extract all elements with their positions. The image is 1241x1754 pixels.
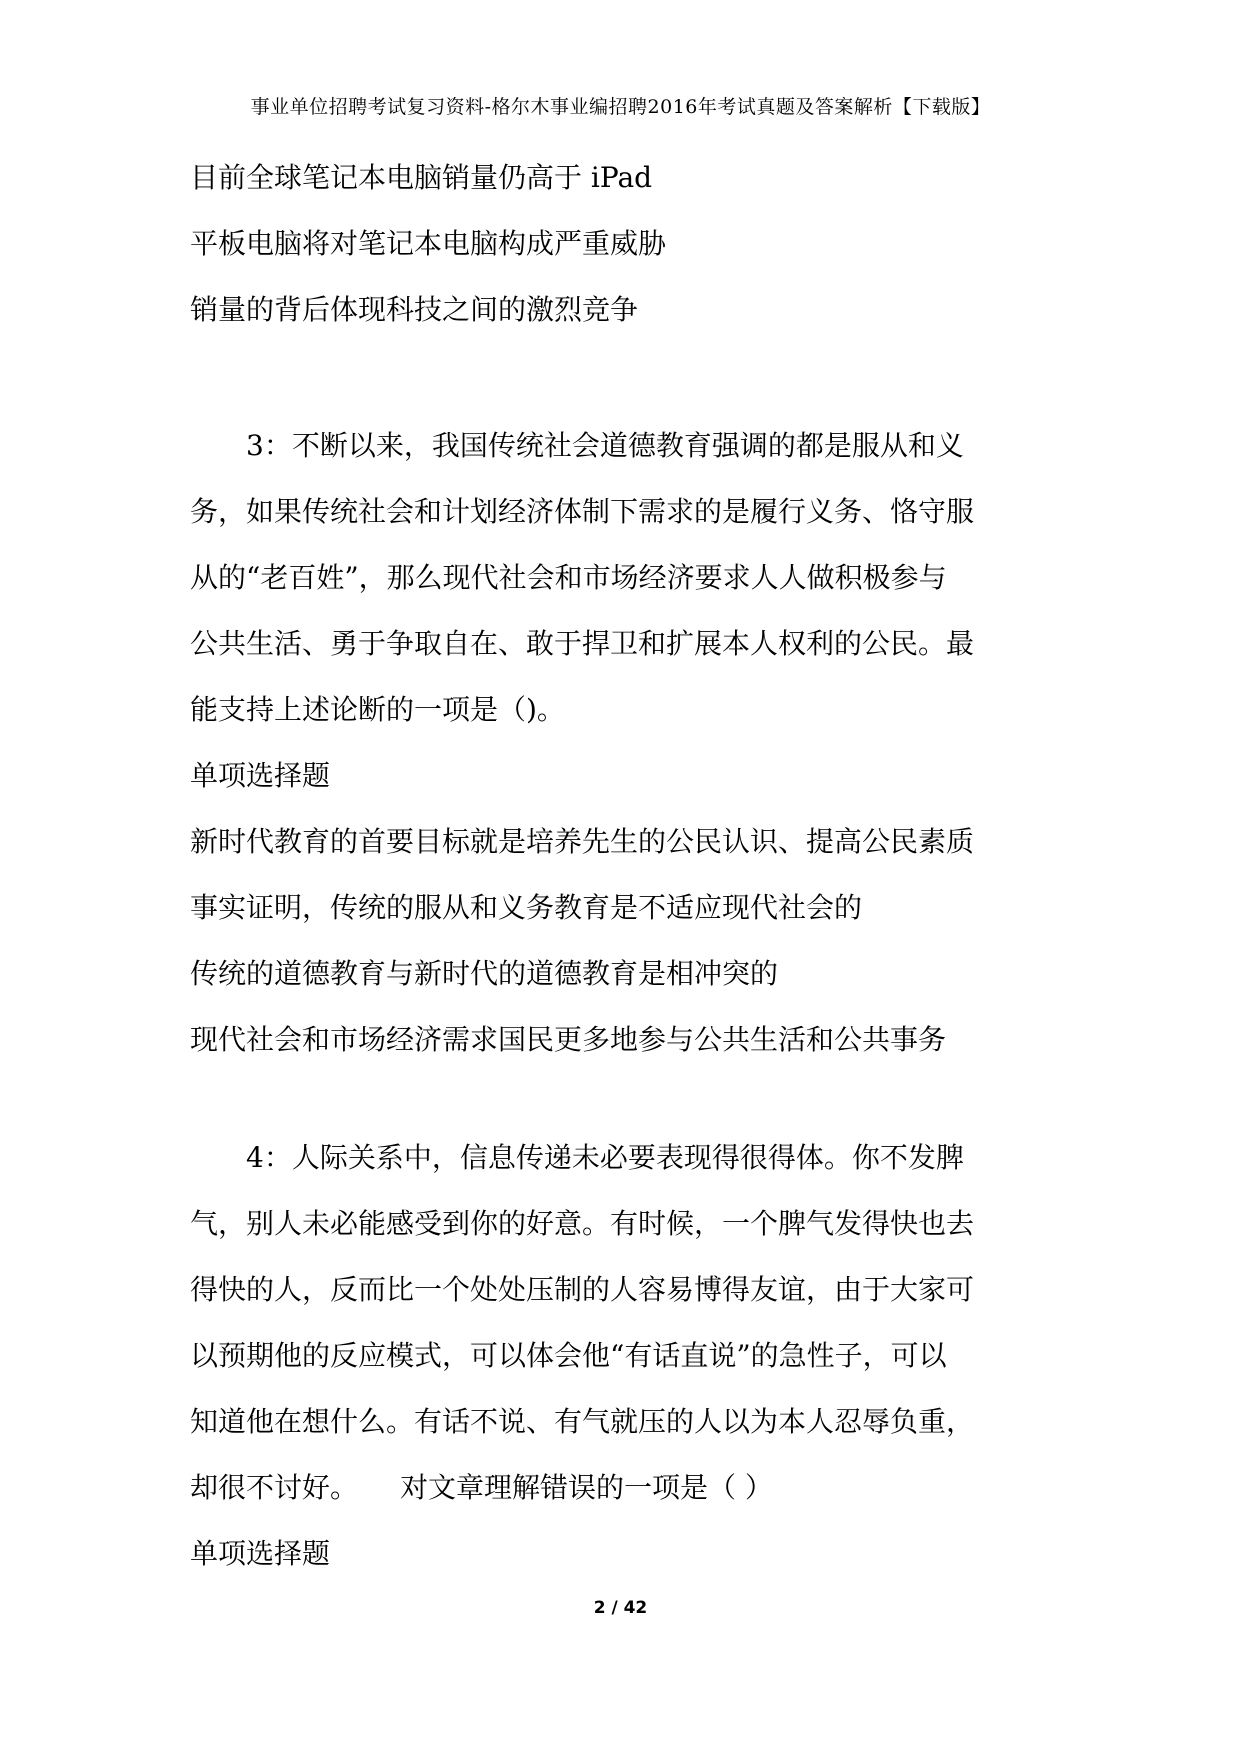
question-text-line: 从的“老百姓”，那么现代社会和市场经济要求人人做积极参与 (190, 561, 947, 594)
question-text-line: 知道他在想什么。有话不说、有气就压的人以为本人忍辱负重， (190, 1405, 975, 1438)
option-line: 事实证明，传统的服从和义务教育是不适应现代社会的 (190, 891, 863, 924)
question-type-label: 单项选择题 (190, 759, 331, 792)
question-text-line: 以预期他的反应模式，可以体会他“有话直说”的急性子，可以 (190, 1339, 947, 1372)
question-text-line: 得快的人，反而比一个处处压制的人容易博得友谊，由于大家可 (190, 1273, 975, 1306)
document-header: 事业单位招聘考试复习资料-格尔木事业编招聘2016年考试真题及答案解析【下载版】 (250, 96, 991, 118)
question-text-line: 3：不断以来，我国传统社会道德教育强调的都是服从和义 (246, 429, 964, 462)
option-line: 销量的背后体现科技之间的激烈竞争 (190, 293, 639, 326)
question-3 (190, 424, 1070, 1054)
previous-question-options (190, 160, 1070, 328)
question-text-line: 气，别人未必能感受到你的好意。有时候，一个脾气发得快也去 (190, 1207, 975, 1240)
question-4 (190, 1136, 1070, 1568)
question-text-line: 能支持上述论断的一项是（)。 (190, 693, 565, 726)
question-text-line: 公共生活、勇于争取自在、敢于捍卫和扩展本人权利的公民。最 (190, 627, 975, 660)
option-line: 平板电脑将对笔记本电脑构成严重威胁 (190, 227, 667, 260)
page-content (190, 160, 1070, 1598)
page-number: 2 / 42 (593, 1598, 648, 1618)
question-text-line: 却很不讨好。 对文章理解错误的一项是（ ） (190, 1471, 773, 1504)
option-line: 新时代教育的首要目标就是培养先生的公民认识、提高公民素质 (190, 825, 975, 858)
question-text-line: 务，如果传统社会和计划经济体制下需求的是履行义务、恪守服 (190, 495, 975, 528)
option-line: 传统的道德教育与新时代的道德教育是相冲突的 (190, 957, 779, 990)
option-line: 目前全球笔记本电脑销量仍高于 iPad (190, 161, 653, 194)
option-line: 现代社会和市场经济需求国民更多地参与公共生活和公共事务 (190, 1023, 947, 1056)
question-type-label: 单项选择题 (190, 1537, 331, 1570)
question-text-line: 4：人际关系中，信息传递未必要表现得很得体。你不发脾 (246, 1141, 964, 1174)
